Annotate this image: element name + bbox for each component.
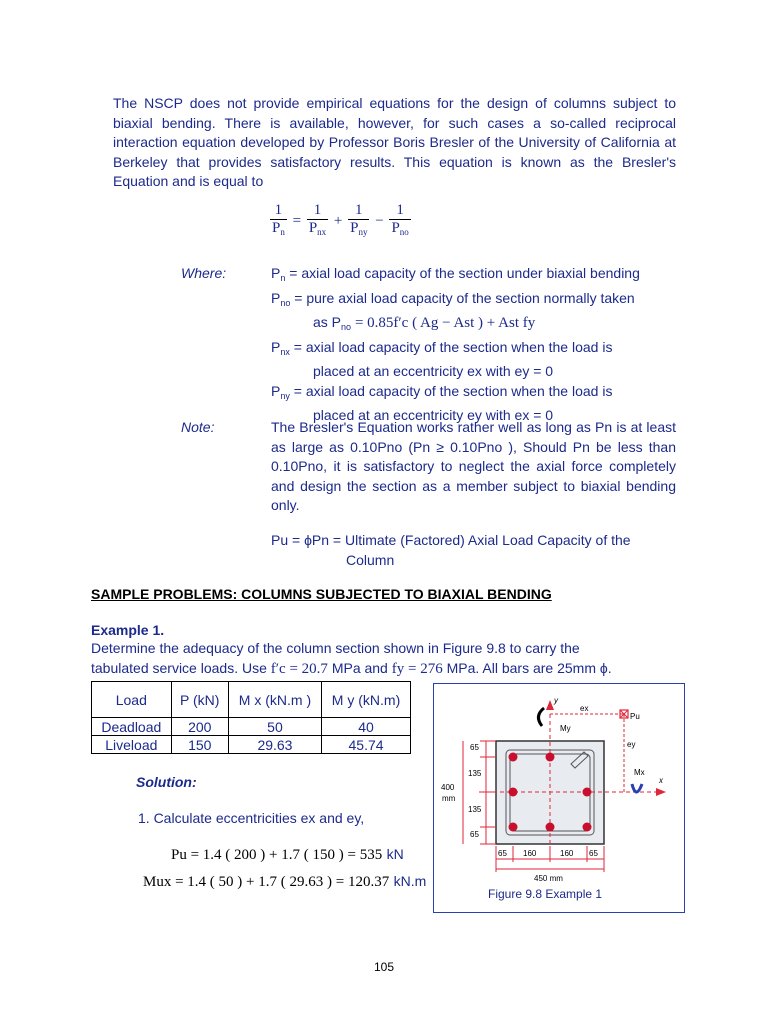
dim-65-right: 65 — [589, 849, 598, 858]
dim-65-bottom: 65 — [470, 830, 479, 839]
table-header: M y (kN.m) — [322, 682, 411, 718]
dim-135-bottom: 135 — [468, 805, 482, 814]
pu-line-1: Pu = ϕPn = Ultimate (Factored) Axial Load Capacity of the — [271, 532, 631, 548]
fc-value: f′c = 20.7 — [270, 660, 328, 677]
dim-65-top: 65 — [470, 743, 479, 752]
label-ey: ey — [627, 740, 636, 749]
label-x: x — [659, 776, 663, 785]
pu-equation: Pu = 1.4 ( 200 ) + 1.7 ( 150 ) = 535 kN — [171, 846, 404, 863]
rebar — [509, 788, 518, 797]
rebar — [546, 823, 555, 832]
solution-label: Solution: — [136, 774, 197, 790]
def-pny-2: placed at an eccentricity ey with ex = 0 — [313, 407, 554, 423]
table-header: P (kN) — [171, 682, 228, 718]
table-row: Deadload 200 50 40 — [92, 718, 411, 736]
def-pny-1: = axial load capacity of the section when the load is — [293, 382, 613, 399]
eq-minus: − — [375, 212, 384, 229]
def-pnx-2: placed at an eccentricity ex with ey = 0 — [313, 363, 554, 379]
dim-mm-label: mm — [442, 794, 456, 803]
x-axis-arrow — [656, 788, 666, 796]
pu-definition — [271, 531, 681, 570]
fy-value: fy = 276 — [391, 660, 443, 677]
rebar — [583, 823, 592, 832]
dim-65-left: 65 — [498, 849, 507, 858]
eq-equals: = — [292, 212, 302, 229]
table-header: Load — [92, 682, 172, 718]
where-label: Where: — [181, 265, 227, 281]
figure-frame — [433, 683, 685, 913]
intro-paragraph: The NSCP does not provide empirical equations for the design of columns subject to biaxial bending. There is available, however, for such cases a so-called reciprocal interaction equation developed by Professor Boris Bresler of the University of California at Berkeley that provides satisfactory results. This equation is known as the Bresler's Equation and is equal to — [113, 95, 676, 189]
label-pu: Pu — [630, 712, 640, 721]
label-mx: Mx — [634, 768, 645, 777]
pu-line-2: Column — [346, 551, 395, 568]
dim-160-left: 160 — [523, 849, 537, 858]
def-pno-1: = pure axial load capacity of the section normally taken — [294, 289, 635, 306]
dim-400-label: 400 — [441, 783, 455, 792]
eq-one: 1 — [270, 202, 287, 220]
solution-step-1: 1. Calculate eccentricities ex and ey, — [138, 810, 365, 826]
where-definitions: $P_n$ = axial load capacity of the section under biaxial bending $P_{no}$ = pure axial load capacity of the section normally taken as $P_{no} = 0.85f'c$ ( Ag − Ast ) + Ast fy $P_{nx}$ = axial load capacity of the section when the load is placed at an eccentricity ex with ey = 0 $P_{ny}$ = axial load capacity of the section when the load is placed at an eccentricity ey with ex = 0 — [271, 264, 691, 426]
example-text-line-1: Determine the adequacy of the column section shown in Figure 9.8 to carry the — [91, 640, 580, 656]
mux-equation: Mux = 1.4 ( 50 ) + 1.7 ( 29.63 ) = 120.37 kN.m — [143, 873, 427, 890]
y-axis-arrow — [546, 700, 554, 710]
label-y: y — [554, 696, 558, 705]
rebar — [509, 823, 518, 832]
my-arc — [538, 708, 544, 726]
def-pno-formula: = 0.85f′c ( Ag − Ast ) + Ast fy — [354, 315, 536, 331]
rebar — [583, 788, 592, 797]
label-ex: ex — [580, 704, 589, 713]
bresler-equation: $\frac{1}{P_n}$ = $\frac{1}{P_{nx}}$ + $\frac{1}{P_{ny}}$ − $\frac{1}{P_{no}}$ — [272, 202, 409, 237]
section-heading: SAMPLE PROBLEMS: COLUMNS SUBJECTED TO BIAXIAL BENDING — [91, 586, 552, 602]
rebar — [509, 753, 518, 762]
mx-arc — [632, 784, 642, 792]
note-text: The Bresler's Equation works rather well as long as Pn is at least as large as 0.10Pno (Pn ≥ 0.10Pno ), Should Pn be less than 0.10Pno, it is satisfactory to neglect the axial force completely and design the section as a member subject to biaxial bending only. — [271, 419, 676, 513]
dim-135-top: 135 — [468, 769, 482, 778]
eq-plus: + — [333, 212, 343, 229]
def-pn: = axial load capacity of the section under biaxial bending — [289, 265, 640, 281]
rebar — [546, 753, 555, 762]
table-header: M x (kN.m ) — [228, 682, 321, 718]
label-my: My — [560, 724, 571, 733]
page-number: 105 — [374, 960, 395, 974]
dim-160-right: 160 — [560, 849, 574, 858]
loads-table — [91, 681, 411, 754]
figure-caption: Figure 9.8 Example 1 — [488, 887, 603, 901]
dim-450-label: 450 mm — [534, 874, 563, 883]
table-row: Liveload 150 29.63 45.74 — [92, 736, 411, 754]
def-pnx-1: = axial load capacity of the section when the load is — [293, 338, 613, 355]
example-text: Determine the adequacy of the column section shown in Figure 9.8 to carry the tabulated service loads. Use f′c = 20.7 MPa and fy = 276 MPa. All bars are 25mm ϕ. — [91, 639, 676, 679]
note-label: Note: — [181, 419, 215, 435]
example-title: Example 1. — [91, 622, 165, 638]
